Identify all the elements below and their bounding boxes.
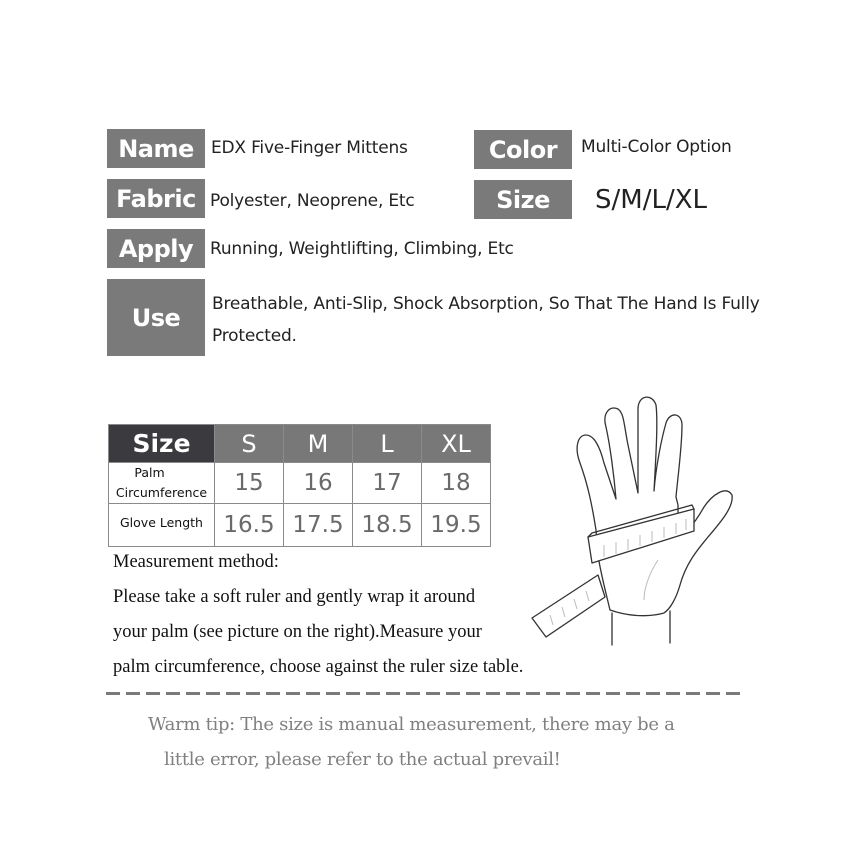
table-row <box>109 463 491 504</box>
row-label-glove-length: Glove Length <box>109 504 215 547</box>
row-label-line: Circumference <box>115 485 208 500</box>
name-label: Name <box>107 129 205 168</box>
fabric-value: Polyester, Neoprene, Etc <box>210 191 415 211</box>
apply-value: Running, Weightlifting, Climbing, Etc <box>210 239 514 259</box>
table-cell: 16 <box>284 463 353 504</box>
size-label: Size <box>474 180 572 219</box>
warm-tip-line1: Warm tip: The size is manual measurement, there may be a <box>148 714 675 735</box>
use-value: Breathable, Anti-Slip, Shock Absorption, So That The Hand Is Fully Protected. <box>212 294 760 346</box>
row-label-palm <box>109 463 215 504</box>
table-cell: 17.5 <box>284 504 353 547</box>
row-label-line: Palm <box>134 465 165 480</box>
table-cell: 17 <box>353 463 422 504</box>
hand-with-measuring-tape-icon <box>520 385 790 655</box>
name-value: EDX Five-Finger Mittens <box>211 138 408 158</box>
size-col-xl: XL <box>422 425 491 463</box>
table-cell: 18.5 <box>353 504 422 547</box>
table-cell: 15 <box>215 463 284 504</box>
size-col-l: L <box>353 425 422 463</box>
measurement-line: Please take a soft ruler and gently wrap it around <box>113 587 476 607</box>
dashed-divider <box>106 692 744 695</box>
size-chart-table <box>108 424 491 547</box>
color-value: Multi-Color Option <box>581 137 732 157</box>
size-table-header <box>109 425 491 463</box>
table-cell: 18 <box>422 463 491 504</box>
size-col-s: S <box>215 425 284 463</box>
measurement-line: your palm (see picture on the right).Measure your <box>113 622 482 642</box>
warm-tip-line2: little error, please refer to the actual prevail! <box>164 749 561 770</box>
fabric-label: Fabric <box>107 179 205 218</box>
table-cell: 16.5 <box>215 504 284 547</box>
size-col-m: M <box>284 425 353 463</box>
size-table-corner: Size <box>109 425 215 463</box>
measurement-title: Measurement method: <box>113 552 279 572</box>
size-value: S/M/L/XL <box>595 185 707 215</box>
apply-label: Apply <box>107 229 205 268</box>
color-label: Color <box>474 130 572 169</box>
measurement-line: palm circumference, choose against the ruler size table. <box>113 657 524 677</box>
table-cell: 19.5 <box>422 504 491 547</box>
use-label: Use <box>107 279 205 356</box>
table-row <box>109 504 491 547</box>
